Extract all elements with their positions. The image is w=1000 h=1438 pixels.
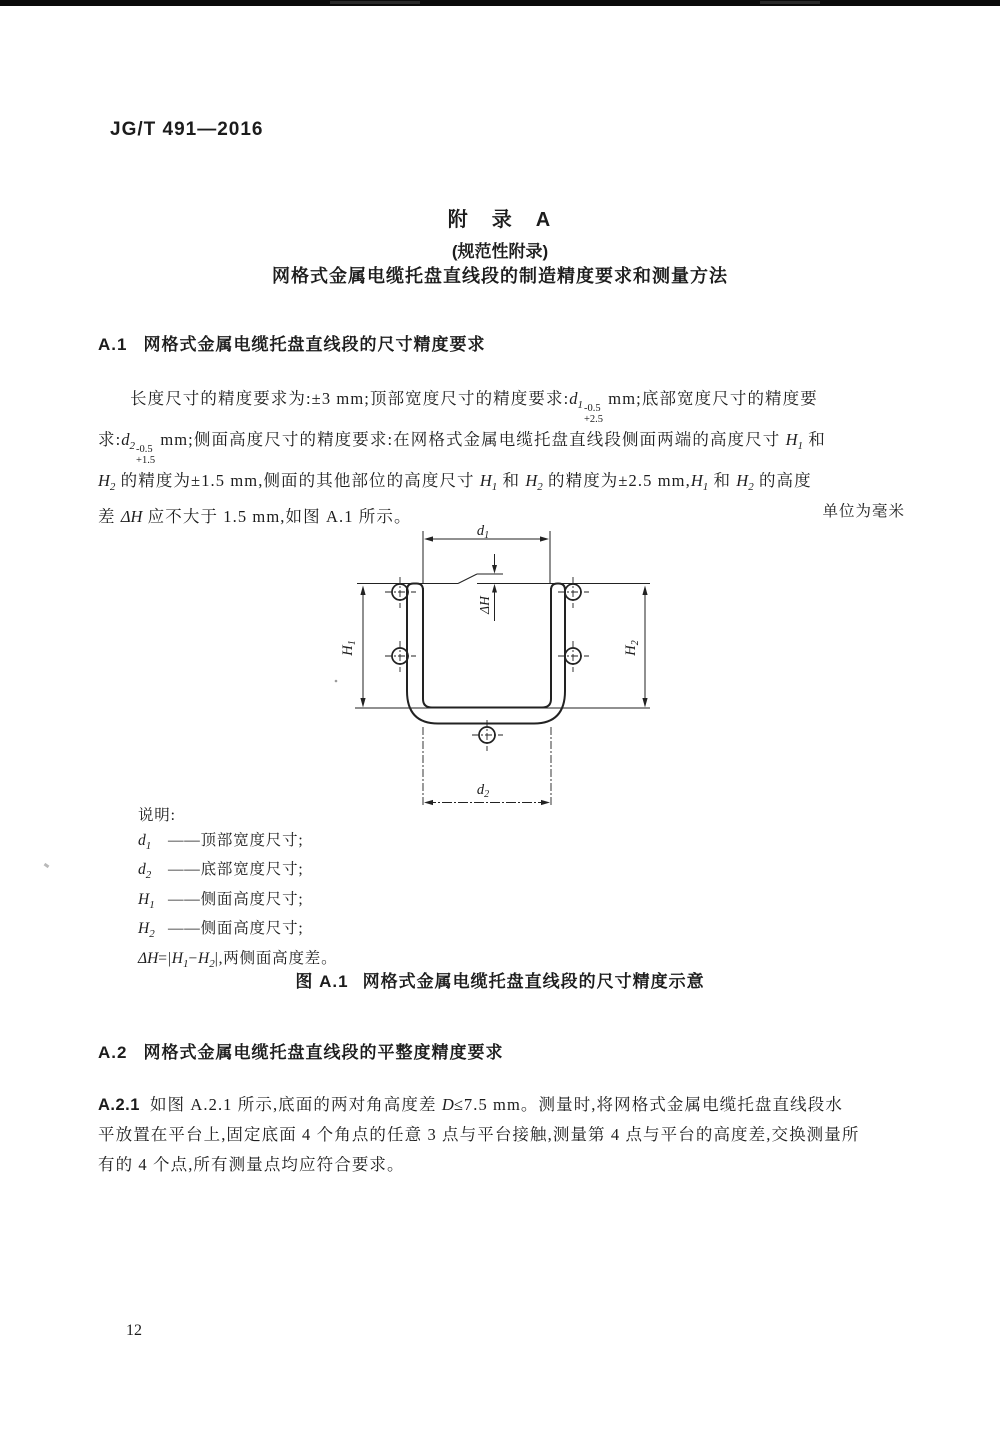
paragraph-line: 差 ΔH 应不大于 1.5 mm,如图 A.1 所示。 (98, 507, 412, 526)
scan-edge-mark (330, 1, 420, 4)
paragraph-line: 有的 4 个点,所有测量点均应符合要求。 (98, 1155, 405, 1174)
figure-a1-diagram (320, 515, 695, 815)
var-big-d: D (441, 1095, 454, 1114)
dimension-d2 (424, 800, 550, 805)
legend-item-d1: $d_1$ ——顶部宽度尺寸; (138, 831, 304, 852)
label-h1: $H_1$ (340, 640, 358, 656)
scan-speck (44, 863, 50, 868)
section-a21-paragraph (98, 1090, 958, 1180)
clause-a21-number: A.2.1 (98, 1096, 140, 1114)
paragraph-line: 求$:d_2$ -0.5 +1.5 mm;侧面高度尺寸的精度要求:在网格式金属电缆托盘直线段侧面两端的高度尺寸 $H_1$ 和 (98, 430, 826, 466)
paragraph-line: 平放置在平台上,固定底面 4 个角点的任意 3 点与平台接触,测量第 4 点与平台的高度差,交换测量所 (98, 1125, 860, 1144)
dimension-delta-h (492, 554, 497, 621)
scan-speck (335, 680, 338, 683)
dimension-h1 (360, 586, 365, 708)
figure-caption (0, 967, 1000, 992)
unit-note: 单位为毫米 (822, 503, 905, 520)
paragraph-line: $H_2$ 的精度为±1.5 mm,侧面的其他部位的高度尺寸 $H_1$ 和 $H_2$ 的精度为±2.5 $mm,H_1$ 和 $H_2$ 的高度 (98, 471, 812, 493)
legend-formula: $\Delta H=|H_1-H_2|$,两侧面高度差。 (138, 949, 338, 970)
var-h2: $H_2$ (98, 471, 116, 493)
tolerance-d2: -0.5 +1.5 (136, 444, 156, 466)
var-d2: $d_2$ (121, 430, 136, 452)
label-d2: $d_2$ (476, 782, 490, 800)
tolerance-d1: -0.5 +2.5 (584, 403, 604, 425)
section-a1-number: A.1 (98, 335, 128, 354)
var-d1: $d_1$ (569, 389, 584, 411)
section-a2-heading (98, 1038, 503, 1063)
label-d1: $d_1$ (476, 523, 490, 541)
section-a1-title: 网格式金属电缆托盘直线段的尺寸精度要求 (143, 335, 486, 354)
section-a1-heading (98, 330, 485, 355)
dimension-h2 (642, 586, 647, 708)
label-h2: $H_2$ (623, 640, 641, 656)
legend-item-h2: $H_2$ ——侧面高度尺寸; (138, 920, 304, 941)
section-a2-title: 网格式金属电缆托盘直线段的平整度精度要求 (143, 1043, 504, 1062)
figure-legend (138, 804, 337, 977)
appendix-label: 附 录 A (447, 209, 553, 231)
scan-edge-top (0, 0, 1000, 6)
label-delta-h: ΔH (477, 596, 492, 614)
legend-item-d2: $d_2$ ——底部宽度尺寸; (138, 861, 304, 882)
var-h1: $H_1$ (785, 430, 804, 452)
appendix-title: 网格式金属电缆托盘直线段的制造精度要求和测量方法 (272, 266, 728, 286)
section-a2-number: A.2 (98, 1043, 128, 1062)
legend-title: 说明: (138, 807, 176, 824)
var-delta-h: ΔH (120, 507, 143, 526)
figure-caption-text: 网格式金属电缆托盘直线段的尺寸精度示意 (362, 972, 705, 991)
page-number: 12 (126, 1322, 142, 1339)
extension-lines (423, 531, 551, 807)
figure-caption-number: 图 A.1 (295, 972, 349, 991)
legend-item-h1: $H_1$ ——侧面高度尺寸; (138, 890, 304, 911)
appendix-type: (规范性附录) (451, 242, 549, 261)
top-reference-line (357, 574, 650, 584)
scan-edge-mark (760, 1, 820, 4)
paragraph-line: A.2.1 如图 A.2.1 所示,底面的两对角高度差 D≤7.5 mm。测量时,将网格式金属电缆托盘直线段水 (98, 1095, 843, 1114)
standard-number-header: JG/T 491—2016 (110, 119, 264, 140)
paragraph-line: 长度尺寸的精度要求为:±3 mm;顶部宽度尺寸的精度要求$:d_1$ -0.5 +2.5 mm;底部宽度尺寸的精度要 (130, 389, 818, 425)
